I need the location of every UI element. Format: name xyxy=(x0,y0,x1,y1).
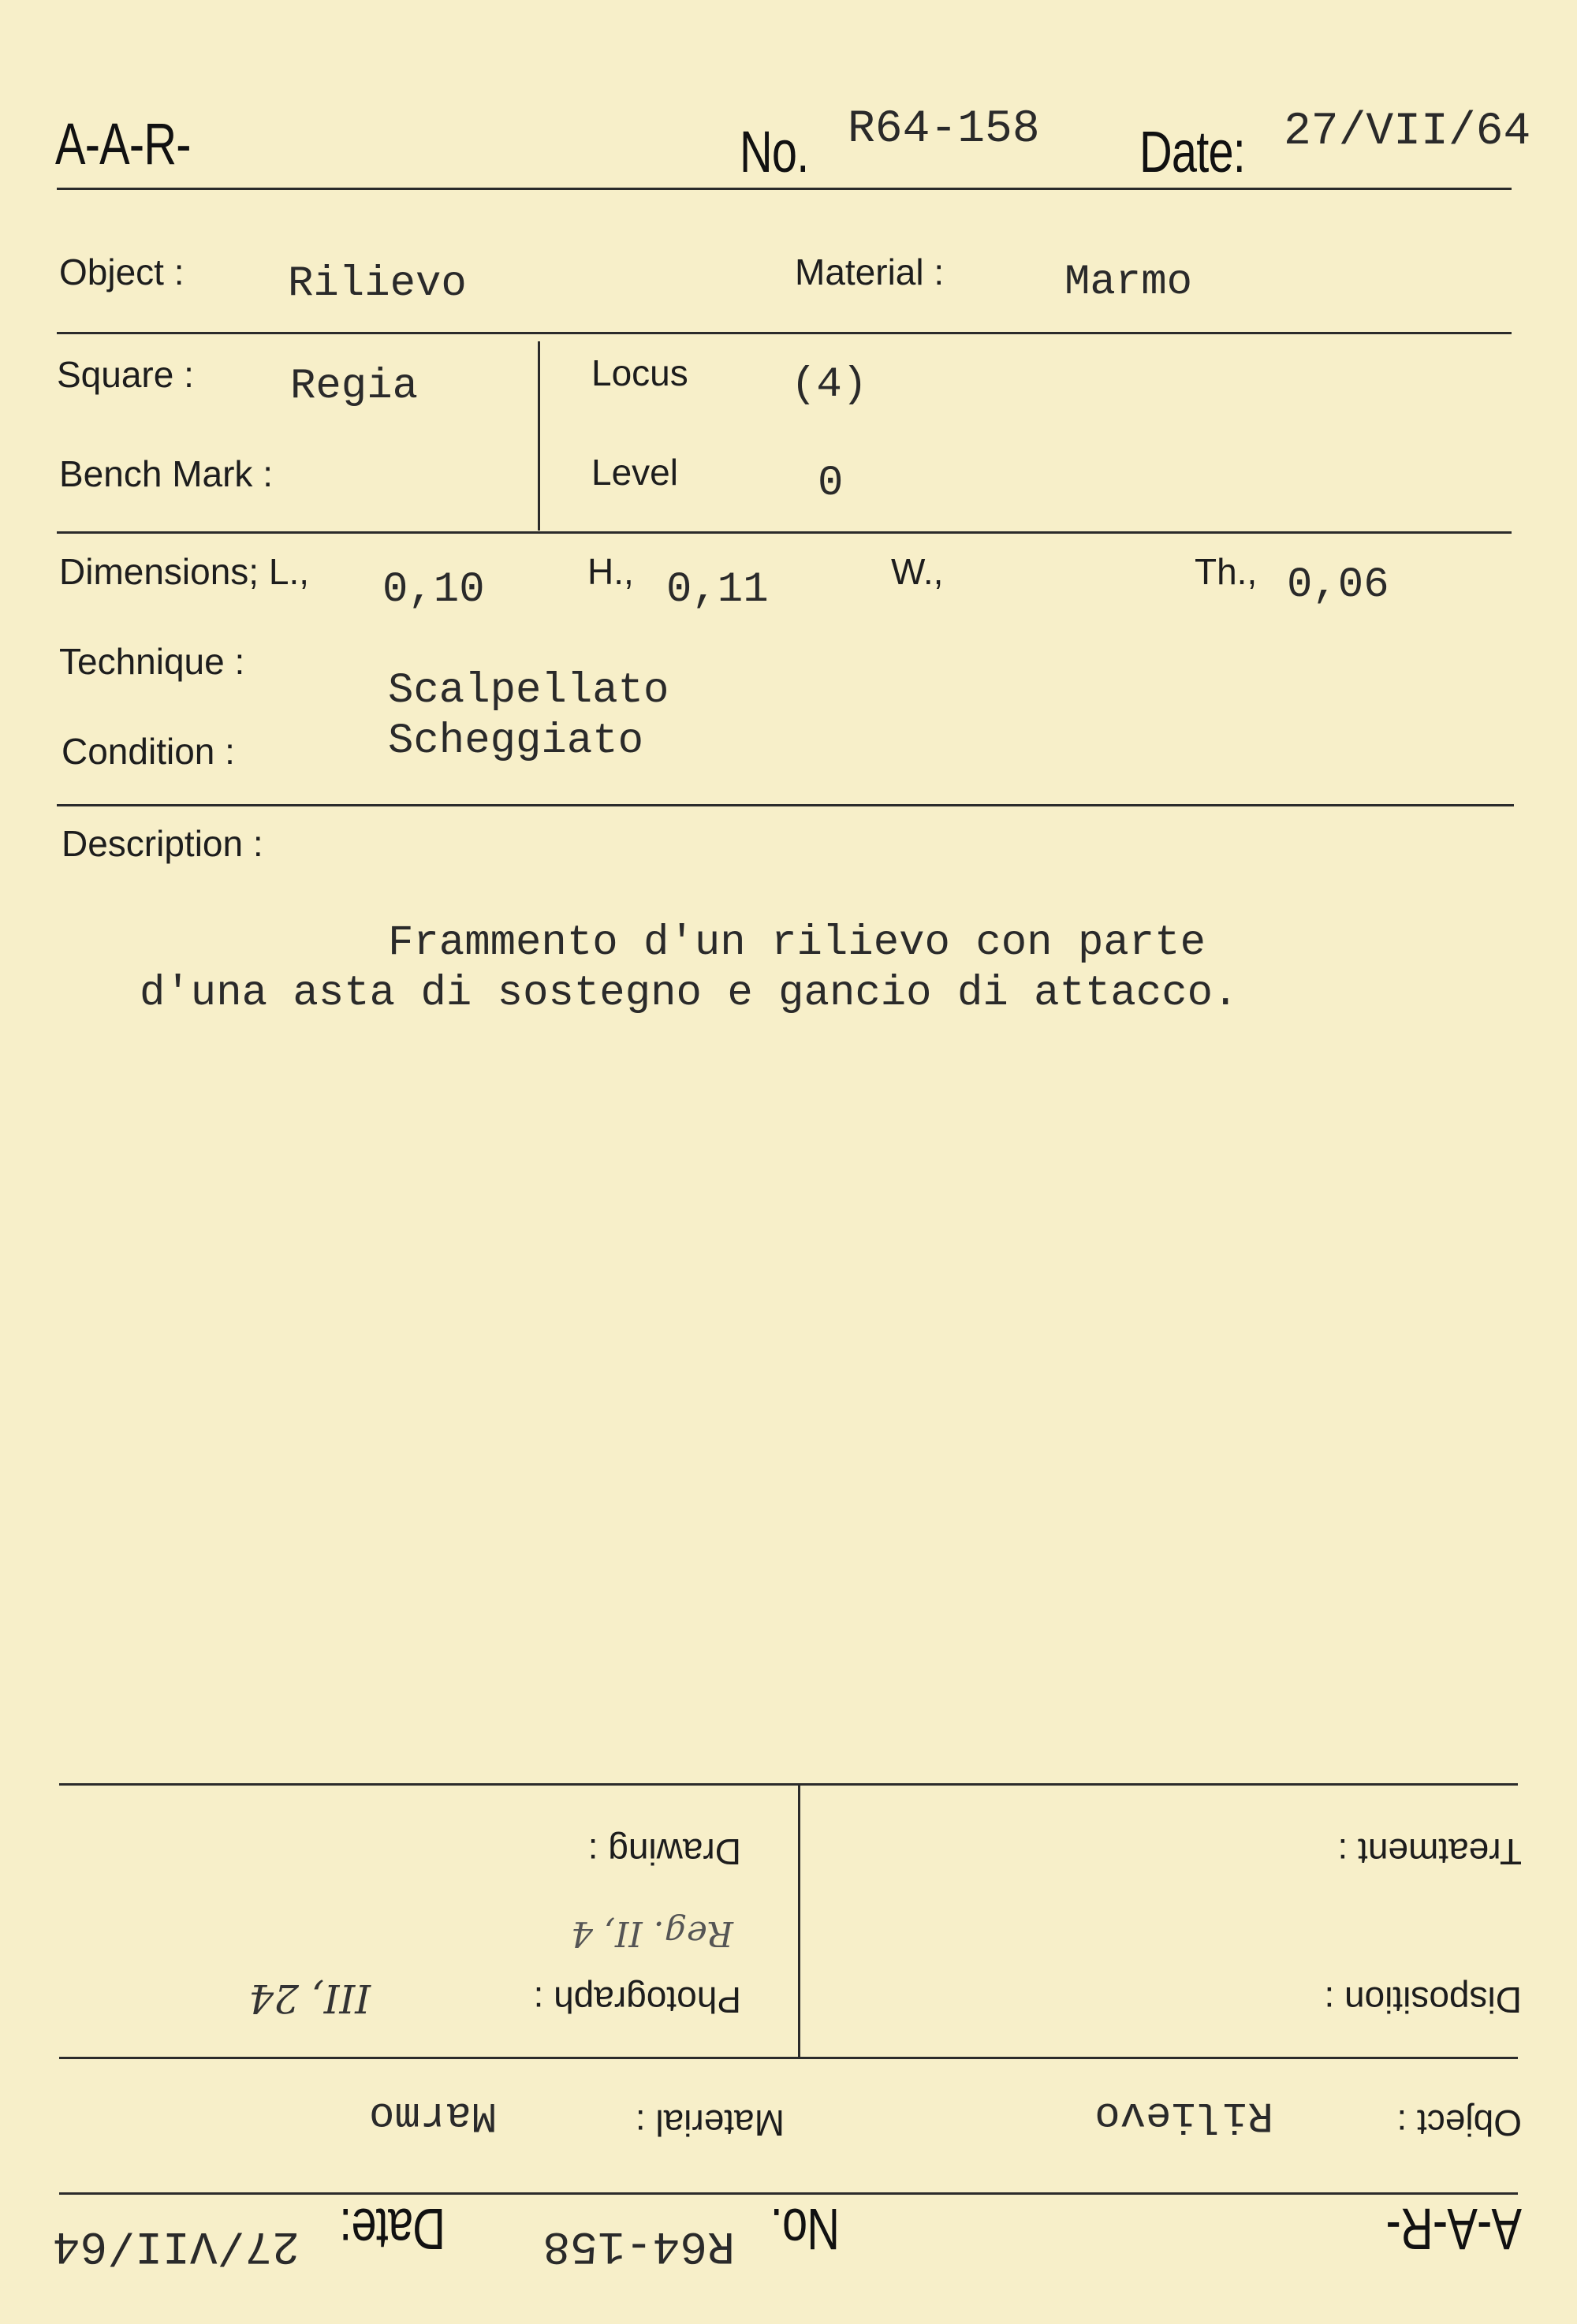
date-label: Date: xyxy=(1139,119,1246,184)
footer-top-rule xyxy=(59,1783,1518,1786)
photograph-note: Reg. II, 4 xyxy=(570,1913,733,1953)
technique-value: Scalpellato xyxy=(388,667,669,715)
condition-label: Condition : xyxy=(62,731,235,772)
footer-material-value: Marmo xyxy=(368,2091,497,2139)
condition-rule xyxy=(57,804,1514,806)
level-value: 0 xyxy=(818,460,844,508)
date-value: 27/VII/64 xyxy=(1284,106,1531,158)
description-label: Description : xyxy=(62,823,263,864)
width-label: W., xyxy=(891,551,944,592)
material-value: Marmo xyxy=(1064,259,1193,307)
inverted-card-footer xyxy=(0,1695,1577,2324)
footer-number-value: R64-158 xyxy=(542,2219,735,2270)
footer-header-rule xyxy=(59,2192,1518,2195)
locus-label: Locus xyxy=(591,352,688,393)
footer-divider xyxy=(798,1786,800,2058)
footer-object-label: Object : xyxy=(1396,2102,1522,2143)
number-label: No. xyxy=(740,119,809,184)
header-rule xyxy=(57,188,1512,190)
object-rule xyxy=(57,332,1512,334)
thickness-label: Th., xyxy=(1195,551,1258,592)
photograph-label: Photograph : xyxy=(533,1979,741,2020)
number-value: R64-158 xyxy=(848,104,1040,155)
height-label: H., xyxy=(587,551,634,592)
footer-object-value: Rilievo xyxy=(1094,2091,1273,2139)
material-label: Material : xyxy=(795,251,945,292)
footer-number-label: No. xyxy=(770,2196,840,2262)
description-line-2: d'una asta di sostegno e gancio di attacco. xyxy=(140,970,1239,1018)
footer-material-label: Material : xyxy=(635,2102,785,2143)
square-label: Square : xyxy=(57,354,194,395)
level-label: Level xyxy=(591,452,678,493)
locus-rule xyxy=(57,531,1512,534)
footer-card-code: A-A-R- xyxy=(1386,2196,1522,2262)
photograph-value: III, 24 xyxy=(248,1976,371,2021)
thickness-value: 0,06 xyxy=(1287,561,1389,609)
footer-date-value: 27/VII/64 xyxy=(52,2219,300,2270)
footer-date-label: Date: xyxy=(339,2196,446,2262)
card-code: A-A-R- xyxy=(55,111,191,177)
disposition-label: Disposition : xyxy=(1324,1979,1522,2020)
locus-divider xyxy=(538,341,540,531)
description-line-1: Frammento d'un rilievo con parte xyxy=(388,919,1206,967)
technique-label: Technique : xyxy=(59,641,245,682)
bench-mark-label: Bench Mark : xyxy=(59,453,273,494)
height-value: 0,11 xyxy=(666,566,769,614)
treatment-label: Treatment : xyxy=(1337,1831,1522,1872)
square-value: Regia xyxy=(290,363,419,411)
drawing-label: Drawing : xyxy=(587,1831,741,1872)
footer-object-rule xyxy=(59,2057,1518,2059)
locus-value: (4) xyxy=(791,361,868,409)
object-label: Object : xyxy=(59,251,185,292)
condition-value: Scheggiato xyxy=(388,717,644,765)
length-value: 0,10 xyxy=(382,566,485,614)
object-value: Rilievo xyxy=(288,260,467,308)
dimensions-label: Dimensions; L., xyxy=(59,551,310,592)
